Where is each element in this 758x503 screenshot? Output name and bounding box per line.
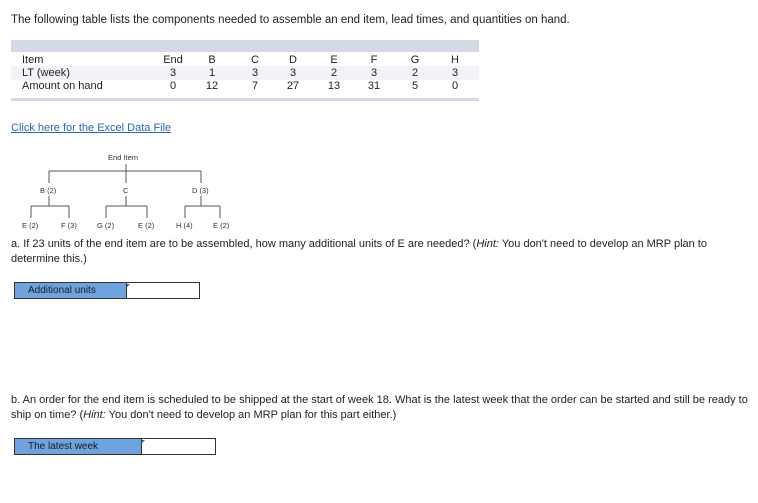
tree-node-g-under-c: G (2)	[97, 221, 115, 230]
tree-node-d: D (3)	[192, 186, 209, 195]
answer-a-marker-icon	[127, 284, 130, 287]
cell-onhand-g: 5	[411, 80, 419, 92]
question-a-prefix: a. If 23 units of the end item are to be assembled, how many additional units of E are needed? (	[11, 238, 477, 250]
cell-lt-b: 1	[208, 67, 216, 79]
cell-lt-end: 3	[169, 67, 177, 79]
question-a-text	[11, 237, 751, 267]
tree-node-e-under-d: E (2)	[213, 221, 230, 230]
tree-node-h-under-d: H (4)	[176, 221, 193, 230]
cell-lt-f: 3	[370, 67, 378, 79]
tree-node-f-under-b: F (3)	[61, 221, 77, 230]
answer-b-marker-icon	[142, 440, 145, 443]
answer-a-label: Additional units	[15, 283, 126, 298]
cell-item-d: D	[289, 54, 297, 66]
cell-onhand-d: 27	[286, 80, 300, 92]
cell-item-g: G	[410, 54, 420, 66]
answer-b-label: The latest week	[15, 439, 141, 454]
row-label-lead-time: LT (week)	[22, 67, 70, 79]
question-b-hint-label: Hint:	[83, 409, 106, 421]
cell-lt-d: 3	[289, 67, 297, 79]
question-b-hint-text: You don't need to develop an MRP plan for this part either.)	[105, 409, 397, 421]
tree-node-e-under-b: E (2)	[22, 221, 39, 230]
excel-data-link[interactable]: Click here for the Excel Data File	[11, 122, 172, 134]
cell-item-b: B	[208, 54, 216, 66]
cell-onhand-end: 0	[169, 80, 177, 92]
cell-lt-g: 2	[411, 67, 419, 79]
question-b-text	[11, 393, 751, 423]
latest-week-input[interactable]	[141, 439, 215, 454]
row-label-amount-on-hand: Amount on hand	[22, 80, 103, 92]
cell-onhand-c: 7	[251, 80, 259, 92]
intro-text: The following table lists the components needed to assemble an end item, lead times, and quantities on hand.	[11, 14, 570, 26]
answer-a-row	[14, 282, 200, 299]
cell-item-e: E	[330, 54, 338, 66]
answer-b-row	[14, 438, 216, 455]
cell-onhand-f: 31	[367, 80, 381, 92]
tree-node-end-item: End Item	[108, 153, 139, 162]
cell-item-f: F	[370, 54, 378, 66]
cell-onhand-b: 12	[205, 80, 219, 92]
tree-node-c: C	[123, 186, 129, 195]
cell-onhand-e: 13	[327, 80, 341, 92]
row-label-item: Item	[22, 54, 44, 66]
tree-node-b: B (2)	[40, 186, 57, 195]
question-b-prefix: b. An order for the end item is scheduled to be shipped at the start of week 18. What is the latest week that the order can be started and still be ready to ship on time? (	[11, 394, 748, 421]
cell-lt-c: 3	[251, 67, 259, 79]
question-a-hint-text: You don't need to develop an MRP plan to determine this.)	[11, 238, 707, 265]
cell-lt-e: 2	[330, 67, 338, 79]
tree-node-e-under-c: E (2)	[138, 221, 155, 230]
cell-onhand-h: 0	[451, 80, 459, 92]
question-a-hint-label: Hint:	[476, 238, 499, 250]
cell-item-c: C	[251, 54, 259, 66]
cell-item-h: H	[451, 54, 459, 66]
cell-lt-h: 3	[451, 67, 459, 79]
cell-item-end: End	[163, 54, 183, 66]
additional-units-input[interactable]	[126, 283, 199, 298]
